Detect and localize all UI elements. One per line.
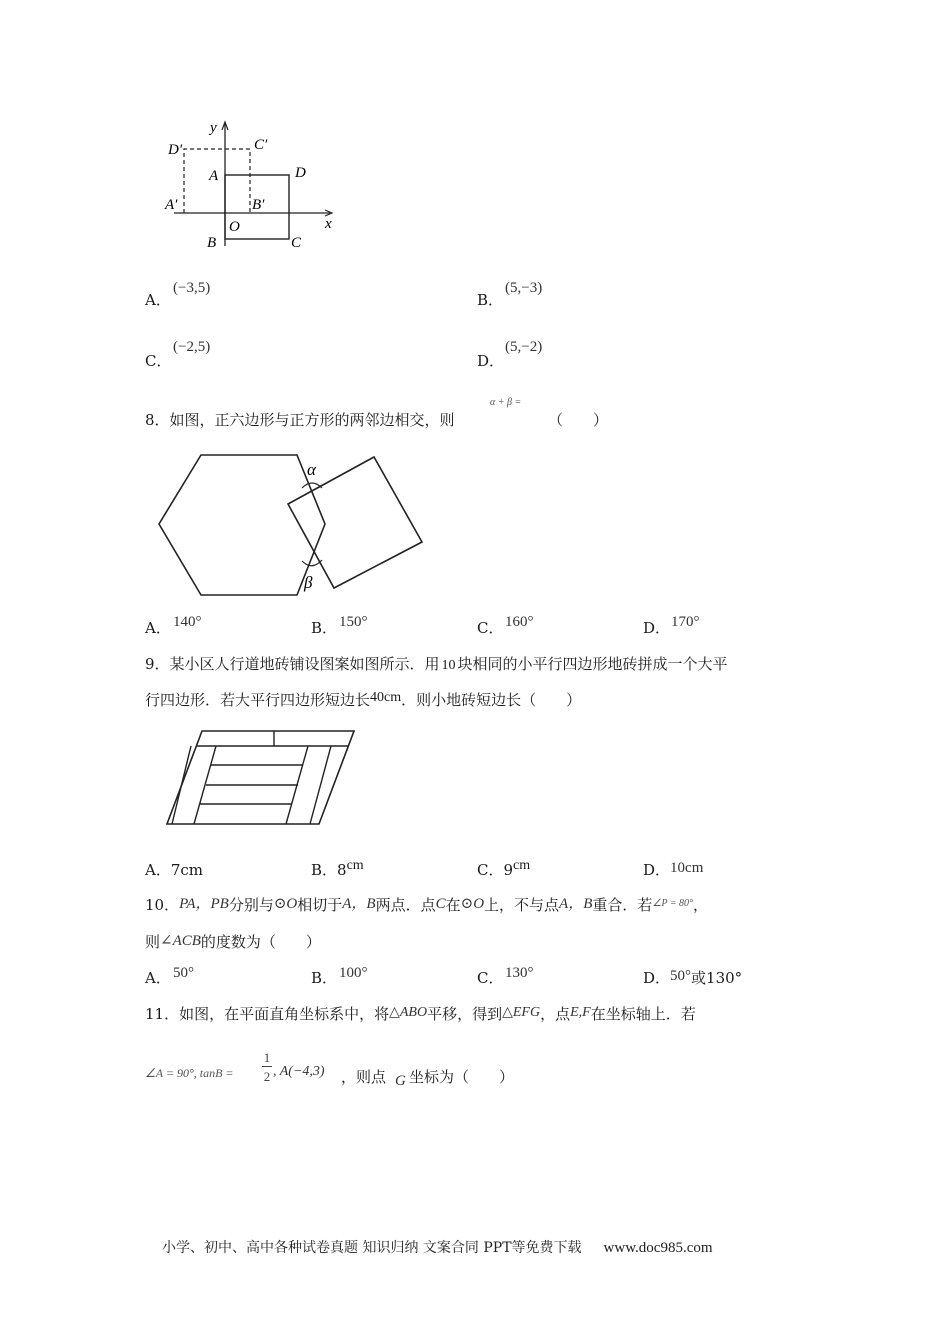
q10-t7: ， <box>693 896 709 914</box>
q11-triangle-abo: △ABO <box>389 1005 428 1020</box>
q10-angle-acb: ∠ACB <box>160 933 201 949</box>
q9-option-d <box>643 860 703 881</box>
q7-option-c <box>145 351 171 371</box>
big-parallelogram <box>167 731 354 824</box>
q10-t2: 相切于 <box>297 896 343 914</box>
right-tile-edge-2 <box>310 746 331 824</box>
q11-fraction-numerator: 1 <box>263 1050 271 1065</box>
option-value: 50° <box>670 968 692 984</box>
q11-line2-c: 坐标为（ ） <box>409 1068 515 1086</box>
q9-line1 <box>145 654 728 676</box>
q10-option-b: B． <box>311 969 338 987</box>
q9-count: 10 <box>441 658 456 673</box>
q10-option-a: A． <box>145 969 171 987</box>
q7-option-c-value: (−2,5) <box>173 339 211 355</box>
q8-expression: α + β = <box>490 397 522 408</box>
label-y: y <box>210 120 217 136</box>
option-suffix: 或130° <box>691 969 743 987</box>
q10-t1: 分别与 <box>228 896 274 914</box>
q8-option-a: A． <box>145 619 171 637</box>
option-value: 8 <box>337 861 347 879</box>
q11-line1-c: ，点 <box>540 1005 571 1023</box>
label-a: A <box>209 168 219 184</box>
q11-line2-b: ，则点 <box>341 1068 387 1086</box>
q10-t3: 两点．点 <box>375 896 436 914</box>
q10-option-c: C． <box>477 969 504 987</box>
q11-fraction <box>262 1050 272 1087</box>
q10-option-b-value: 100° <box>339 965 368 981</box>
q11-condition-b: , A(−4,3) <box>273 1064 325 1079</box>
option-unit: cm <box>513 858 531 873</box>
q10-number: 10． <box>145 896 180 914</box>
q9-option-a <box>145 860 203 880</box>
q9-line2 <box>145 690 581 712</box>
q7-option-a-value: (−3,5) <box>173 280 211 296</box>
q10-point-b: B <box>583 896 593 912</box>
q7-option-b-value: (5,−3) <box>505 280 543 296</box>
q11-line1 <box>145 1004 696 1026</box>
q11-line1-d: 在坐标轴上．若 <box>590 1005 696 1023</box>
label-d-prime: D′ <box>168 142 183 158</box>
q11-point-g: G <box>395 1073 406 1089</box>
option-letter: D． <box>477 352 505 370</box>
label-b-prime: B′ <box>252 197 265 213</box>
q7-option-d <box>477 351 504 371</box>
page-footer <box>162 1237 713 1257</box>
q10-ab: A，B <box>342 896 376 912</box>
q10-angle-p: ∠P = 80° <box>652 898 694 909</box>
option-letter: B． <box>477 291 504 309</box>
label-b: B <box>207 235 217 251</box>
q8-paren: （ ） <box>548 411 609 429</box>
q8-option-b: B． <box>311 619 338 637</box>
q8-figure <box>152 448 432 603</box>
q11-condition-a: ∠A = 90°, tanB = <box>145 1066 234 1080</box>
option-value: 7cm <box>170 861 204 879</box>
q10-line1 <box>145 895 708 918</box>
label-o: O <box>229 219 240 235</box>
q10-line2 <box>145 932 321 953</box>
q7-option-a <box>145 290 171 310</box>
q9-length: 40cm <box>370 690 402 705</box>
q8-option-a-value: 140° <box>173 614 202 630</box>
label-c: C <box>291 235 302 251</box>
q8-option-d-value: 170° <box>671 614 700 630</box>
option-letter: A． <box>145 861 171 879</box>
q7-option-d-value: (5,−2) <box>505 339 543 355</box>
q10-pa-pb: PA，PB <box>179 896 229 912</box>
q10-t5: 上，不与点 <box>484 896 560 914</box>
option-letter: C． <box>145 352 172 370</box>
q10-line2-b: 的度数为（ ） <box>200 933 321 951</box>
label-d: D <box>295 165 306 181</box>
q10-circle-o-1: ⊙O <box>273 896 298 912</box>
option-letter: D． <box>643 861 671 879</box>
label-x: x <box>325 216 332 232</box>
q9-option-b <box>311 860 364 882</box>
option-letter: B． <box>311 861 338 879</box>
q8-option-b-value: 150° <box>339 614 368 630</box>
q11-points-ef: E,F <box>570 1005 591 1020</box>
q11-line1-a: 11．如图，在平面直角坐标系中，将 <box>145 1005 390 1023</box>
option-letter: C． <box>477 861 504 879</box>
q9-line1-b: 块相同的小平行四边形地砖拼成一个大平 <box>457 655 728 673</box>
q9-option-c <box>477 860 530 882</box>
q11-triangle-efg: △EFG <box>502 1005 541 1020</box>
q7-option-b <box>477 290 503 310</box>
q8-option-d: D． <box>643 619 671 637</box>
option-value: 9 <box>503 861 514 879</box>
q9-line1-a: 9．某小区人行道地砖铺设图案如图所示．用 <box>145 655 440 673</box>
q10-option-d <box>643 968 742 989</box>
option-value: 10cm <box>670 860 704 876</box>
alpha-label: α <box>307 460 316 479</box>
q10-point-a: A， <box>559 896 584 912</box>
label-c-prime: C′ <box>254 137 268 153</box>
q9-line2-b: ．则小地砖短边长（ ） <box>401 691 582 709</box>
q10-option-c-value: 130° <box>505 965 534 981</box>
q10-line2-a: 则 <box>145 933 161 951</box>
option-letter: A． <box>145 291 171 309</box>
left-tile-edge-1 <box>172 746 191 824</box>
q10-option-a-value: 50° <box>173 965 194 981</box>
q10-t6: 重合．若 <box>592 896 653 914</box>
option-unit: cm <box>346 858 364 873</box>
footer-url[interactable]: www.doc985.com <box>603 1240 713 1256</box>
beta-label: β <box>304 573 313 592</box>
q9-line2-a: 行四边形．若大平行四边形短边长 <box>145 691 371 709</box>
label-a-prime: A′ <box>165 197 178 213</box>
q7-figure <box>160 118 345 253</box>
q10-t4: 在 <box>445 896 461 914</box>
q11-fraction-denominator: 2 <box>263 1069 271 1084</box>
q8-option-c: C． <box>477 619 504 637</box>
q10-point-c: C <box>435 896 446 912</box>
q10-circle-o-2: ⊙O <box>460 896 485 912</box>
option-letter: D． <box>643 969 671 987</box>
q11-line1-b: 平移，得到 <box>427 1005 503 1023</box>
q9-figure <box>164 728 359 828</box>
footer-text: 小学、初中、高中各种试卷真题 知识归纳 文案合同 PPT等免费下载 <box>162 1240 582 1256</box>
q8-stem: 8．如图，正六边形与正方形的两邻边相交，则 <box>145 411 455 429</box>
q8-option-c-value: 160° <box>505 614 534 630</box>
